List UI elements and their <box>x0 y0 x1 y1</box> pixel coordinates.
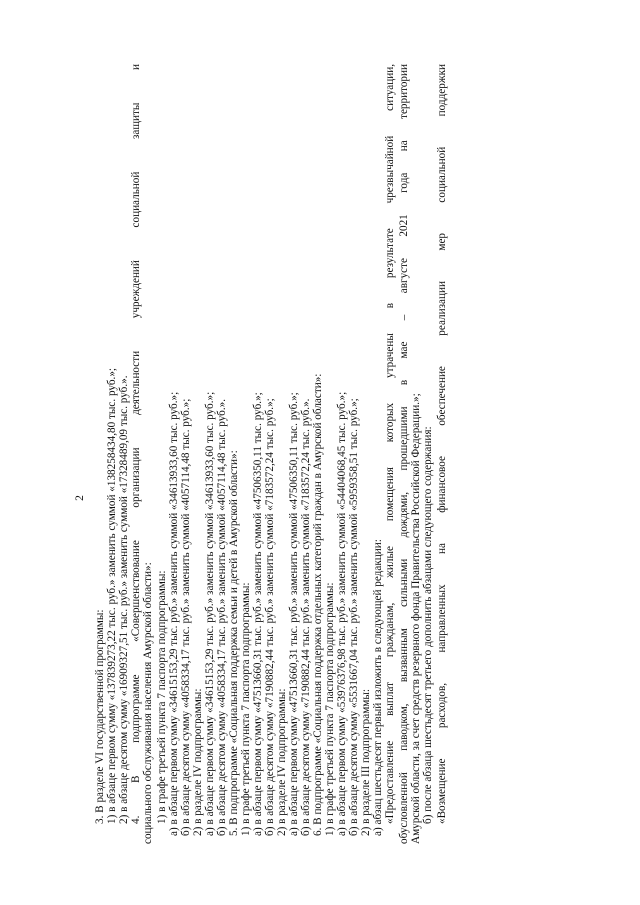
text-line: 3. В разделе VI государственной программы: <box>94 609 106 824</box>
page-number: 2 <box>74 495 86 501</box>
text-line: обусловленной паводком, вызванным сильными дождями, прошедшими в мае – августе 2021 года на территории <box>398 64 410 844</box>
text-line: 2) в разделе IV подпрограммы: <box>192 688 204 836</box>
text-line: Амурской области, за счет средств резервного фонда Правительства Российской Федерации.»; <box>410 393 422 844</box>
text-line: социального обслуживания населения Амурской области»: <box>142 562 154 844</box>
text-line: «Возмещение расходов, направленных на финансовое обеспечение реализации мер социальной поддержки <box>436 64 448 824</box>
text-line: б) в абзаце десятом сумму «4058334,17 тыс. руб.» заменить суммой «4057114,48 тыс. руб.». <box>216 398 228 836</box>
text-line: а) в абзаце первом сумму «34615153,29 тыс. руб.» заменить суммой «34613933,60 тыс. руб.»; <box>204 391 216 836</box>
text-line: «Предоставление выплат гражданам, жилые помещения которых утрачены в результате чрезвычайной ситуации, <box>384 64 396 824</box>
text-line: 2) в разделе IV подпрограммы: <box>276 688 288 836</box>
text-line: а) в абзаце первом сумму «53976376,98 тыс. руб.» заменить суммой «54404068,45 тыс. руб.»; <box>336 391 348 836</box>
text-line: 1) в графе третьей пункта 7 паспорта подпрограммы: <box>156 570 168 824</box>
text-line: а) в абзаце первом сумму «47513660,31 тыс. руб.» заменить суммой «47506350,11 тыс. руб.»; <box>252 392 264 836</box>
text-line: б) в абзаце десятом сумму «5531667,04 тыс. руб.» заменить суммой «5959358,51 тыс. руб.»; <box>348 398 360 836</box>
text-line: 2) в абзаце десятом сумму «16909327,51 тыс. руб.» заменить суммой «17328489,09 тыс. руб.». <box>118 375 130 824</box>
text-line: б) после абзаца шестьдесят третьего дополнить абзацами следующего содержания: <box>422 426 434 824</box>
text-line: а) в абзаце первом сумму «34615153,29 тыс. руб.» заменить суммой «34613933,60 тыс. руб.»; <box>168 391 180 836</box>
text-line: 2) в разделе III подпрограммы: <box>360 688 372 836</box>
text-line: 5. В подпрограмме «Социальная поддержка семьи и детей в Амурской области»: <box>228 450 240 836</box>
text-line: 4. В подпрограмме «Совершенствование организации деятельности учреждений социальной защиты и <box>130 64 142 824</box>
text-line: а) в абзаце первом сумму «47513660,31 тыс. руб.» заменить суммой «47506350,11 тыс. руб.»; <box>288 392 300 836</box>
text-line: 6. В подпрограмме «Социальная поддержка отдельных категорий граждан в Амурской области»: <box>312 373 324 836</box>
text-line: б) в абзаце десятом сумму «7190882,44 тыс. руб.» заменить суммой «7183572,24 тыс. руб.». <box>300 398 312 836</box>
text-line: 1) в графе третьей пункта 7 паспорта подпрограммы: <box>324 582 336 836</box>
text-line: 1) в абзаце первом сумму «137839273,22 тыс. руб.» заменить суммой «138258434,80 тыс. руб.»; <box>106 367 118 824</box>
text-line: б) в абзаце десятом сумму «4058334,17 тыс. руб.» заменить суммой «4057114,48 тыс. руб.»; <box>180 398 192 836</box>
text-line: а) абзац шестьдесят первый изложить в следующей редакции: <box>372 539 384 836</box>
text-line: 1) в графе третьей пункта 7 паспорта подпрограммы: <box>240 582 252 836</box>
text-line: б) в абзаце десятом сумму «7190882,44 тыс. руб.» заменить суммой «7183572,24 тыс. руб.»; <box>264 398 276 836</box>
rotated-content <box>74 64 524 844</box>
